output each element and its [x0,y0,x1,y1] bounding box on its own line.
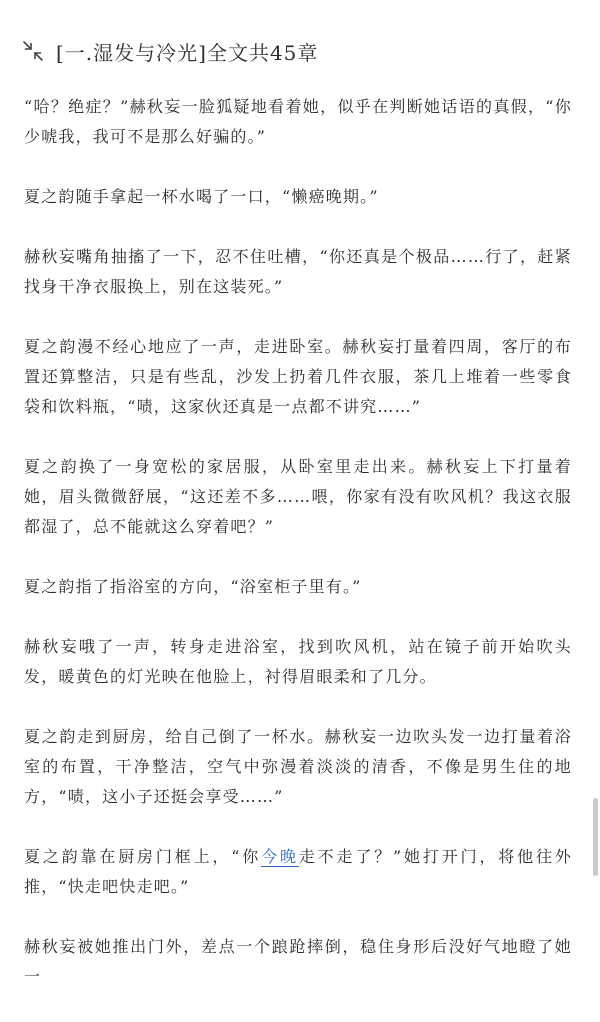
chapter-header [22,36,318,66]
paragraph-text: 夏之韵靠在厨房门框上，“你 [24,847,262,866]
scrollbar-thumb[interactable] [593,798,598,876]
paragraph: 赫秋妄嘴角抽搐了一下，忍不住吐槽，“你还真是个极品……行了，赶紧找身干净衣服换上，别在这装死。” [24,247,572,296]
paragraph: 夏之韵换了一身宽松的家居服，从卧室里走出来。赫秋妄上下打量着她，眉头微微舒展，“这还差不多……喂，你家有没有吹风机？我这衣服都湿了，总不能就这么穿着吧？” [24,457,572,536]
paragraph: 赫秋妄哦了一声，转身走进浴室，找到吹风机，站在镜子前开始吹头发，暖黄色的灯光映在他脸上，衬得眉眼柔和了几分。 [24,637,572,686]
chapter-title[interactable]: [一.湿发与冷光]全文共45章 [56,40,319,65]
collapse-arrows-icon[interactable] [22,40,44,62]
paragraph: 夏之韵走到厨房，给自己倒了一杯水。赫秋妄一边吹头发一边打量着浴室的布置，干净整洁，空气中弥漫着淡淡的清香，不像是男生住的地方，“啧，这小子还挺会享受……” [24,727,572,806]
paragraph-with-link [24,842,572,902]
paragraph: 夏之韵漫不经心地应了一声，走进卧室。赫秋妄打量着四周，客厅的布置还算整洁，只是有些乱，沙发上扔着几件衣服，茶几上堆着一些零食袋和饮料瓶，“啧，这家伙还真是一点都不讲究……” [24,337,572,416]
paragraph: “哈？绝症？”赫秋妄一脸狐疑地看着她，似乎在判断她话语的真假，“你少唬我，我可不是那么好骗的。” [24,97,572,146]
chapter-content [24,92,572,1022]
inline-link[interactable]: 今晚 [261,847,299,866]
paragraph-text: 走不走了？”她打开门，将他往外推，“快走吧快走吧。” [24,847,572,896]
paragraph: 夏之韵指了指浴室的方向，“浴室柜子里有。” [24,577,362,596]
paragraph: 夏之韵随手拿起一杯水喝了一口，“懒癌晚期。” [24,187,379,206]
paragraph: 赫秋妄被她推出门外，差点一个踉跄摔倒，稳住身形后没好气地瞪了她一 [24,937,572,986]
